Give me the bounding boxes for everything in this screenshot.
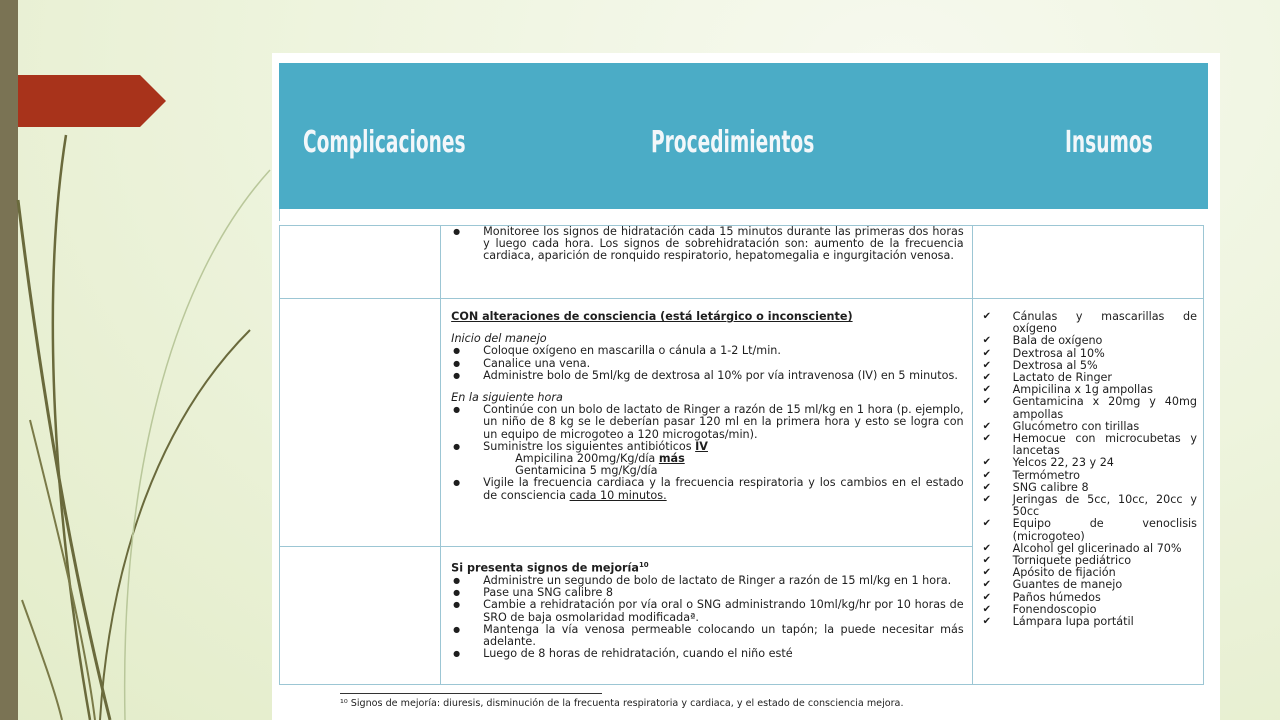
list-item: ● Cambie a rehidratación por vía oral o SNG administrando 10ml/kg/hr por 10 horas de SRO de baja osmolaridad modificadaª. xyxy=(451,599,964,623)
header-procedimientos: Procedimientos xyxy=(651,125,815,160)
insumo-item: ✔ Dextrosa al 5% xyxy=(983,360,1197,372)
procedimiento-cell xyxy=(441,299,973,547)
insumo-item: ✔ SNG calibre 8 xyxy=(983,482,1197,494)
list-item xyxy=(451,477,964,501)
table-header xyxy=(279,63,1208,209)
insumo-cell xyxy=(972,226,1203,299)
insumo-item: ✔ Lactato de Ringer xyxy=(983,372,1197,384)
insumo-item: ✔ Apósito de fijación xyxy=(983,567,1197,579)
insumo-item: ✔ Hemocue con microcubetas y lancetas xyxy=(983,433,1197,457)
list-item: ● Continúe con un bolo de lactato de Ringer a razón de 15 ml/kg en 1 hora (p. ejemplo, un niño de 8 kg se le deberían pasar 120 ml en la primera hora y esto se logra con un equipo de microgoteo a 120 microgotas/min). xyxy=(451,404,964,441)
procedures-table xyxy=(279,225,1204,685)
accent-tab xyxy=(18,75,166,127)
insumo-item: ✔ Yelcos 22, 23 y 24 xyxy=(983,457,1197,469)
antibiotic-mas: más xyxy=(658,452,685,466)
insumo-item: ✔ Bala de oxígeno xyxy=(983,335,1197,347)
insumo-item: ✔ Cánulas y mascarillas de oxígeno xyxy=(983,311,1197,335)
antibiotic-gentamicina: Gentamicina 5 mg/Kg/día xyxy=(515,464,658,478)
document-page xyxy=(272,53,1220,720)
section-title: CON alteraciones de consciencia (está letárgico o inconsciente) xyxy=(451,310,853,323)
insumo-item: ✔ Torniquete pediátrico xyxy=(983,555,1197,567)
subsection-title: En la siguiente hora xyxy=(451,391,563,405)
insumo-item: ✔ Equipo de venoclisis (microgoteo) xyxy=(983,518,1197,542)
footnote-divider xyxy=(340,693,602,694)
list-item: ● Administre un segundo de bolo de lactato de Ringer a razón de 15 ml/kg en 1 hora. xyxy=(451,575,964,587)
list-item: ● Pase una SNG calibre 8 xyxy=(451,587,964,599)
procedimiento-cell xyxy=(441,547,973,685)
complicacion-cell xyxy=(280,299,441,547)
insumo-item: ✔ Lámpara lupa portátil xyxy=(983,616,1197,628)
list-item: ● Administre bolo de 5ml/kg de dextrosa al 10% por vía intravenosa (IV) en 5 minutos. xyxy=(451,370,964,382)
complicacion-cell xyxy=(280,226,441,299)
procedimiento-cell xyxy=(441,226,973,299)
footnote: ¹⁰ Signos de mejoría: diuresis, disminución de la frecuenta respiratoria y cardiaca, y el estado de consciencia mejora. xyxy=(340,698,904,709)
table-row xyxy=(280,299,1204,547)
footnote-ref: 10 xyxy=(638,561,649,569)
list-item: ● Mantenga la vía venosa permeable colocando un tapón; la puede necesitar más adelante. xyxy=(451,624,964,648)
section-title xyxy=(451,559,964,575)
insumo-item: ✔ Termómetro xyxy=(983,470,1197,482)
insumo-item: ✔ Alcohol gel glicerinado al 70% xyxy=(983,543,1197,555)
vigile-interval: cada 10 minutos. xyxy=(569,488,667,502)
insumo-item: ✔ Ampicilina x 1g ampollas xyxy=(983,384,1197,396)
header-bottom-strip xyxy=(279,209,1209,221)
insumos-list xyxy=(983,311,1197,628)
antibiotics-text: Suministre los siguientes antibióticos xyxy=(483,439,692,453)
list-item xyxy=(451,441,964,453)
complicacion-cell xyxy=(280,547,441,685)
insumo-item: ✔ Glucómetro con tirillas xyxy=(983,421,1197,433)
list-item: ● Canalice una vena. xyxy=(451,358,964,370)
vigile-text: Vigile la frecuencia cardiaca y la frecuencia respiratoria y los cambios en el estado de consciencia xyxy=(483,476,964,502)
insumo-item: ✔ Gentamicina x 20mg y 40mg ampollas xyxy=(983,396,1197,420)
insumo-item: ✔ Fonendoscopio xyxy=(983,604,1197,616)
list-item: ● Coloque oxígeno en mascarilla o cánula a 1-2 Lt/min. xyxy=(451,345,964,357)
header-complicaciones: Complicaciones xyxy=(303,125,466,160)
insumo-item: ✔ Paños húmedos xyxy=(983,592,1197,604)
insumos-cell xyxy=(972,299,1203,685)
insumo-item: ✔ Guantes de manejo xyxy=(983,579,1197,591)
list-item: ● Luego de 8 horas de rehidratación, cuando el niño esté xyxy=(451,648,964,660)
list-item: ● Monitoree los signos de hidratación cada 15 minutos durante las primeras dos horas y luego cada hora. Los signos de sobrehidratación son: aumento de la frecuencia cardiaca, aparición de ronquido respiratorio, hepatomegalia e ingurgitación venosa. xyxy=(451,226,964,263)
insumo-item: ✔ Jeringas de 5cc, 10cc, 20cc y 50cc xyxy=(983,494,1197,518)
subsection-title: Inicio del manejo xyxy=(451,332,547,346)
header-insumos: Insumos xyxy=(1065,125,1153,160)
antibiotics-route: IV xyxy=(695,439,708,453)
antibiotic-ampicilina: Ampicilina 200mg/Kg/día xyxy=(515,452,656,466)
mejoria-title: Si presenta signos de mejoría xyxy=(451,561,639,575)
table-row xyxy=(280,226,1204,299)
insumo-item: ✔ Dextrosa al 10% xyxy=(983,348,1197,360)
